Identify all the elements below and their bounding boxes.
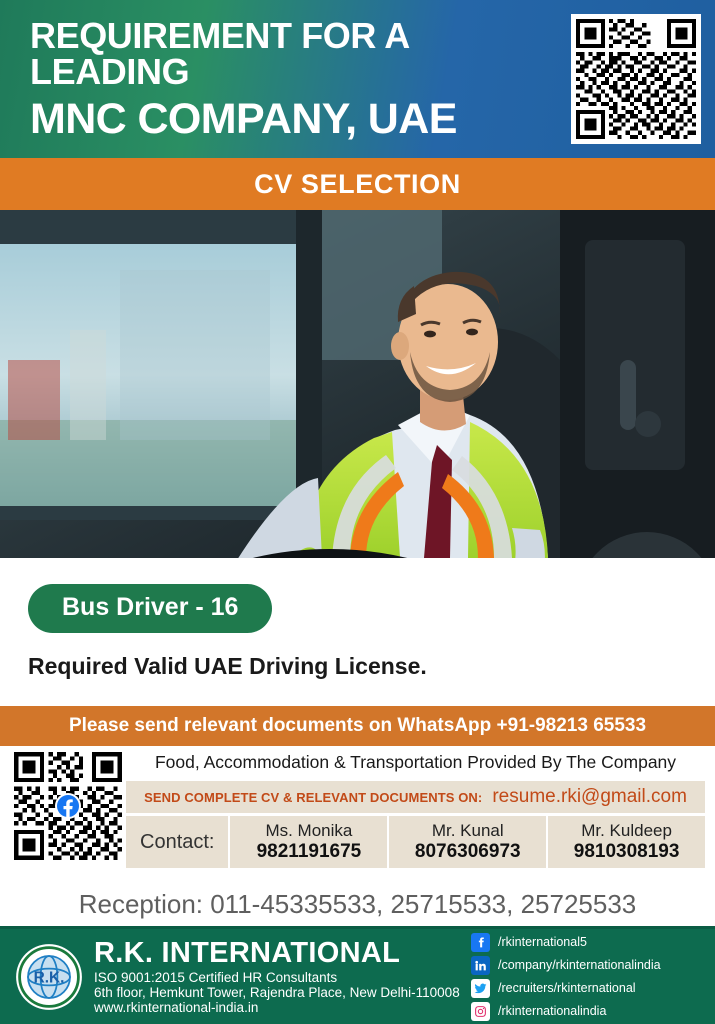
email-address[interactable]: resume.rki@gmail.com bbox=[492, 786, 687, 807]
contact-label: Contact: bbox=[140, 830, 215, 853]
header-line-2: MNC COMPANY, UAE bbox=[30, 94, 457, 143]
contact-block bbox=[0, 746, 715, 888]
social-link-facebook[interactable] bbox=[471, 933, 703, 952]
cv-selection-label: CV SELECTION bbox=[254, 168, 461, 199]
email-bar bbox=[126, 781, 705, 813]
poster-header bbox=[0, 0, 715, 158]
driver-photo bbox=[0, 210, 715, 558]
poster-footer bbox=[0, 926, 715, 1024]
contact-person-1 bbox=[228, 816, 387, 868]
social-link-twitter[interactable] bbox=[471, 979, 703, 998]
instagram-icon bbox=[471, 1002, 490, 1021]
job-requirement: Required Valid UAE Driving License. bbox=[28, 653, 427, 679]
facebook-icon bbox=[471, 933, 490, 952]
company-name: R.K. INTERNATIONAL bbox=[94, 936, 401, 969]
company-logo-image bbox=[14, 942, 84, 1012]
job-title-pill: Bus Driver - 16 bbox=[28, 584, 272, 633]
company-address: 6th floor, Hemkunt Tower, Rajendra Place, New Delhi-110008 bbox=[94, 985, 460, 1001]
social-handle: /recruiters/rkinternational bbox=[498, 981, 636, 995]
whatsapp-instruction-bar bbox=[0, 706, 715, 746]
social-links bbox=[471, 933, 703, 1021]
qr-code-facebook-wrap[interactable] bbox=[0, 746, 126, 888]
facebook-icon bbox=[55, 793, 81, 819]
contact-phone[interactable]: 9821191675 bbox=[256, 841, 362, 862]
contact-persons-table bbox=[126, 816, 705, 868]
social-handle: /rkinternational5 bbox=[498, 935, 587, 949]
contact-phone[interactable]: 8076306973 bbox=[414, 841, 521, 862]
contact-person-3 bbox=[546, 816, 705, 868]
social-handle: /rkinternationalindia bbox=[498, 1004, 607, 1018]
contact-person-2 bbox=[387, 816, 546, 868]
contact-name: Mr. Kunal bbox=[431, 821, 504, 840]
svg-text:R.K.: R.K. bbox=[33, 969, 65, 987]
qr-code-header[interactable] bbox=[571, 14, 701, 144]
linkedin-icon bbox=[471, 956, 490, 975]
contact-phone[interactable]: 9810308193 bbox=[573, 841, 680, 862]
contact-details bbox=[126, 746, 715, 888]
contact-name: Ms. Monika bbox=[265, 821, 353, 840]
company-logo bbox=[14, 942, 84, 1012]
benefits-text: Food, Accommodation & Transportation Provided By The Company bbox=[154, 752, 677, 772]
social-handle: /company/rkinternationalindia bbox=[498, 958, 661, 972]
company-certification: ISO 9001:2015 Certified HR Consultants bbox=[94, 970, 338, 986]
whatsapp-instruction-text: Please send relevant documents on WhatsApp +91-98213 65533 bbox=[68, 715, 647, 736]
job-section bbox=[0, 558, 715, 706]
company-website[interactable]: www.rkinternational-india.in bbox=[94, 1000, 259, 1016]
reception-line: Reception: 011-45335533, 25715533, 25725533 bbox=[0, 888, 715, 926]
driver-photo-image bbox=[0, 210, 715, 558]
twitter-icon bbox=[471, 979, 490, 998]
email-label: SEND COMPLETE CV & RELEVANT DOCUMENTS ON: bbox=[144, 789, 483, 805]
header-title-block bbox=[30, 14, 571, 143]
contact-name: Mr. Kuldeep bbox=[581, 821, 672, 840]
qr-code-header-image bbox=[576, 19, 696, 139]
cv-selection-banner bbox=[0, 158, 715, 210]
qr-code-facebook[interactable] bbox=[14, 752, 122, 860]
company-info bbox=[94, 938, 471, 1015]
header-line-1: REQUIREMENT FOR A LEADING bbox=[30, 14, 409, 92]
social-link-instagram[interactable] bbox=[471, 1002, 703, 1021]
social-link-linkedin[interactable] bbox=[471, 956, 703, 975]
